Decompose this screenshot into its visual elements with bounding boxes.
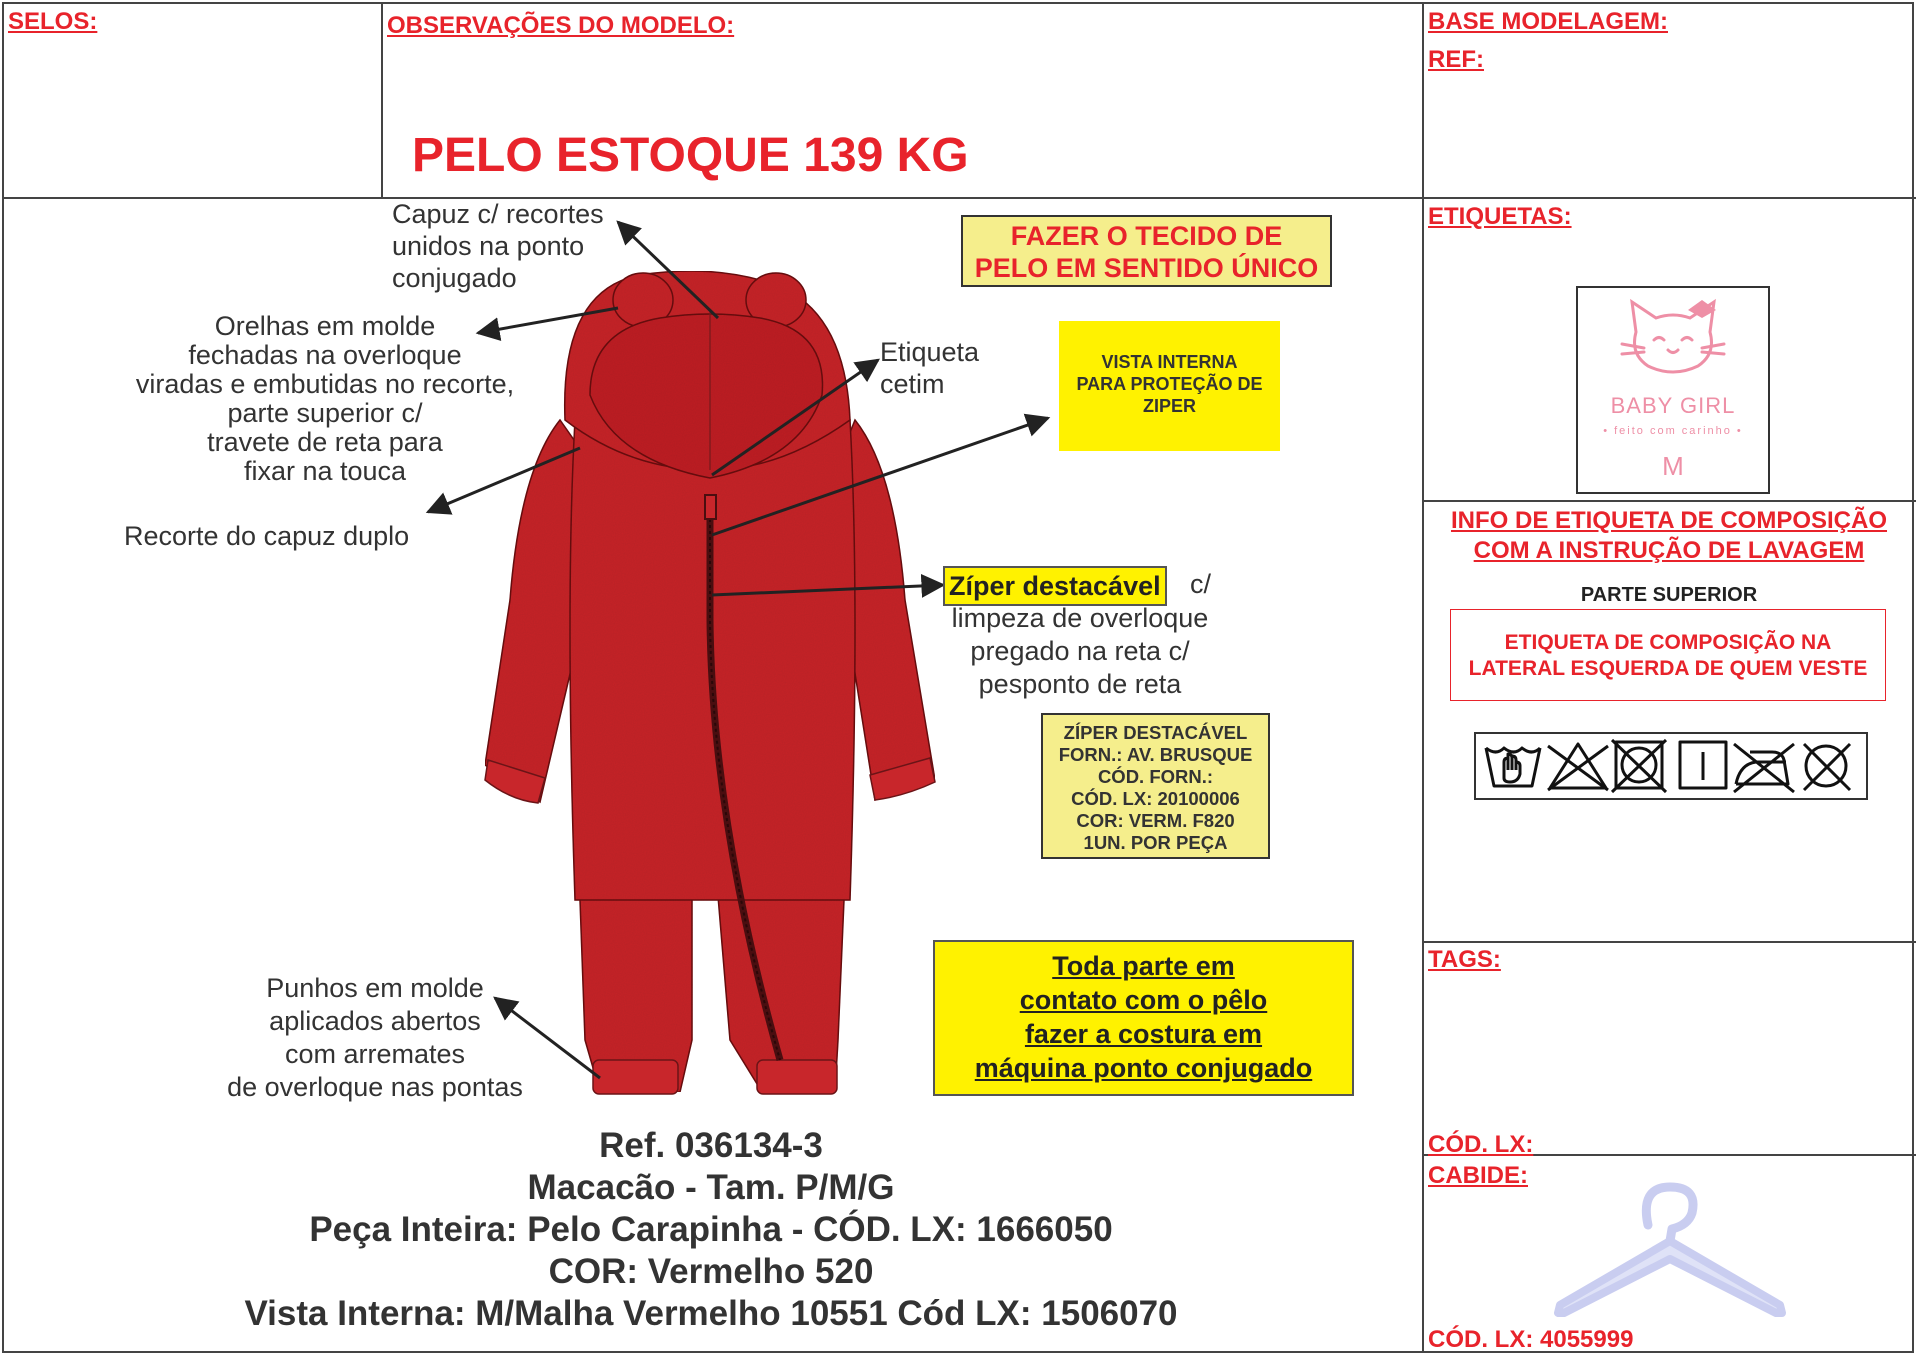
vista-interna-box: VISTA INTERNA PARA PROTEÇÃO DE ZIPER xyxy=(1059,321,1280,451)
info-etiqueta-title: INFO DE ETIQUETA DE COMPOSIÇÃO COM A INSTRUÇÃO DE LAVAGEM xyxy=(1450,507,1888,564)
base-modelagem-label: BASE MODELAGEM: xyxy=(1428,8,1668,35)
costura-box: Toda parte em contato com o pêlo fazer a costura em máquina ponto conjugado xyxy=(933,940,1354,1096)
kitten-logo-icon xyxy=(1618,294,1728,386)
brand-name: BABY GIRL xyxy=(1610,393,1736,418)
orelhas-note: Orelhas em molde fechadas na overloque viradas e embutidas no recorte, parte superior c/ travete de reta para fixar na touca xyxy=(135,311,515,486)
etiqueta-note: Etiqueta cetim xyxy=(880,337,980,399)
etiquetas-label: ETIQUETAS: xyxy=(1428,203,1572,230)
spec-block xyxy=(0,1125,1422,1335)
spec-ref: Ref. 036134-3 xyxy=(599,1126,823,1165)
brand-label-logo xyxy=(1576,286,1770,494)
brand-size: M xyxy=(1662,451,1684,481)
ziper-note: limpeza de overloque pregado na reta c/ pesponto de reta xyxy=(951,603,1209,699)
ref-label: REF: xyxy=(1428,46,1484,73)
tags-label: TAGS: xyxy=(1428,946,1501,973)
hanger-icon xyxy=(1540,1175,1800,1325)
spec-vista: Vista Interna: M/Malha Vermelho 10551 Cód LX: 1506070 xyxy=(244,1294,1178,1333)
care-symbols xyxy=(1474,732,1868,800)
pelo-estoque-title: PELO ESTOQUE 139 KG xyxy=(412,129,969,182)
parte-superior-label: PARTE SUPERIOR xyxy=(1580,584,1758,606)
ziper-info-box: ZÍPER DESTACÁVEL FORN.: AV. BRUSQUE CÓD. FORN.: CÓD. LX: 20100006 COR: VERM. F820 1UN. POR PEÇA xyxy=(1041,713,1270,859)
cabide-cod: CÓD. LX: 4055999 xyxy=(1428,1326,1634,1353)
spec-macacao: Macacão - Tam. P/M/G xyxy=(527,1168,895,1207)
cod-lx-label: CÓD. LX: xyxy=(1428,1131,1534,1158)
spec-cor: COR: Vermelho 520 xyxy=(548,1252,874,1291)
spec-peca: Peça Inteira: Pelo Carapinha - CÓD. LX: 1666050 xyxy=(309,1210,1113,1249)
brand-tagline: • feito com carinho • xyxy=(1603,425,1743,437)
ziper-note-suffix: c/ xyxy=(1190,569,1212,599)
observacoes-label: OBSERVAÇÕES DO MODELO: xyxy=(387,12,735,39)
capuz-note: Capuz c/ recortes unidos na ponto conjugado xyxy=(392,199,604,293)
cabide-label: CABIDE: xyxy=(1428,1162,1528,1189)
punhos-note: Punhos em molde aplicados abertos com arremates de overloque nas pontas xyxy=(227,973,523,1102)
selos-label: SELOS: xyxy=(8,8,98,35)
recorte-note: Recorte do capuz duplo xyxy=(124,521,410,551)
composicao-box: ETIQUETA DE COMPOSIÇÃO NA LATERAL ESQUERDA DE QUEM VESTE xyxy=(1450,609,1886,701)
ziper-highlight: Zíper destacável xyxy=(943,566,1167,606)
tecido-box: FAZER O TECIDO DE PELO EM SENTIDO ÚNICO xyxy=(961,215,1332,287)
no-iron-icon xyxy=(1734,744,1794,792)
